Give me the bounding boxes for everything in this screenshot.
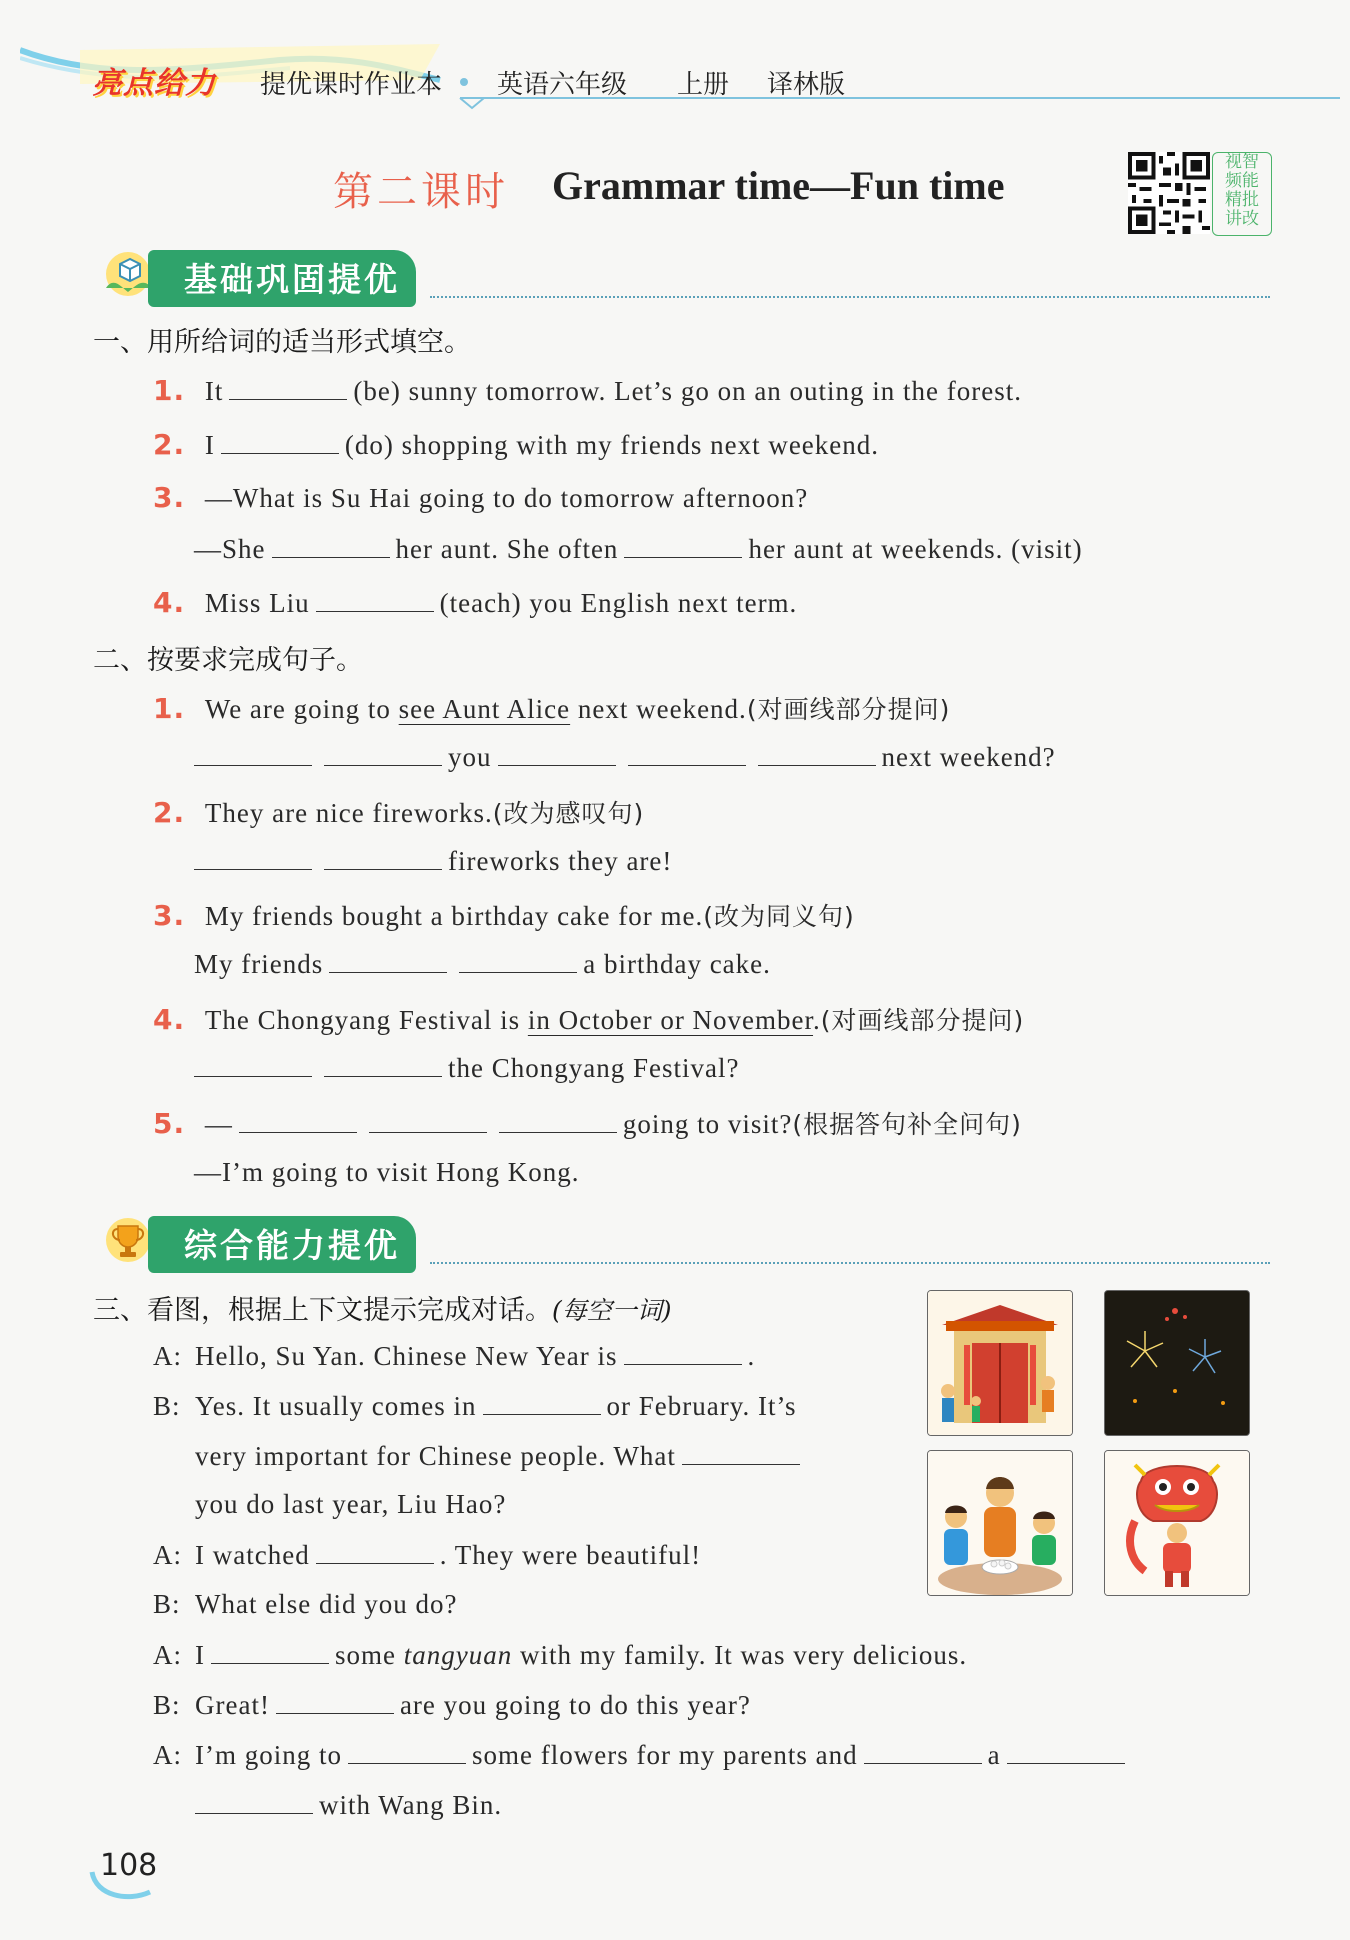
item-number: 2.: [153, 796, 186, 829]
part1-item-2: [153, 428, 879, 461]
answer-blank[interactable]: [324, 845, 442, 870]
lesson-title-cn: 第二课时: [333, 169, 509, 215]
hint-text: (对画线部分提问): [820, 1006, 1025, 1035]
item-text: some: [335, 1640, 396, 1670]
item-text: next weekend?: [881, 742, 1056, 772]
item-text: Hello, Su Yan. Chinese New Year is: [195, 1341, 618, 1371]
dialog-line: [153, 1340, 755, 1372]
item-number: 5.: [153, 1107, 186, 1140]
picture-fireworks: [1104, 1290, 1250, 1436]
answer-blank[interactable]: [624, 1340, 742, 1365]
dialog-line: [153, 1589, 457, 1620]
speaker: A:: [153, 1540, 182, 1570]
underlined-text: see Aunt Alice: [398, 694, 571, 724]
section-divider: [430, 1262, 1270, 1264]
header-dot: [460, 78, 468, 86]
edition: 译林版: [767, 70, 846, 100]
hint-text: (改为感叹句): [492, 799, 645, 828]
item-text: are you going to do this year?: [399, 1690, 751, 1720]
answer-blank[interactable]: [348, 1739, 466, 1764]
part2-q4-answer: [194, 1052, 739, 1084]
item-text: her aunt. She often: [395, 534, 619, 564]
item-text: her aunt at weekends. (visit): [748, 534, 1083, 564]
answer-blank[interactable]: [499, 1108, 617, 1133]
answer-blank[interactable]: [329, 948, 447, 973]
item-text: a birthday cake.: [583, 949, 771, 979]
answer-blank[interactable]: [194, 741, 312, 766]
item-text: (do) shopping with my friends next weekend.: [344, 430, 880, 460]
answer-blank[interactable]: [194, 845, 312, 870]
item-text: with my family. It was very delicious.: [520, 1640, 968, 1670]
picture-family-tangyuan: [927, 1450, 1073, 1596]
part3-heading-note: (每空一词): [552, 1296, 672, 1325]
qr-label-line: 视智: [1225, 152, 1259, 172]
hint-text: (改为同义句): [703, 902, 855, 931]
hint-text: (根据答句补全问句): [792, 1110, 1022, 1139]
answer-blank[interactable]: [1007, 1739, 1125, 1764]
dialog-line: [153, 1689, 751, 1721]
item-text: . They were beautiful!: [439, 1540, 702, 1570]
answer-blank[interactable]: [239, 1108, 357, 1133]
answer-blank[interactable]: [758, 741, 876, 766]
answer-blank[interactable]: [682, 1440, 800, 1465]
part2-q2: [153, 794, 644, 830]
dialog-line: [153, 1539, 701, 1571]
item-text: —What is Su Hai going to do tomorrow afternoon?: [204, 483, 809, 513]
page-number: 108: [100, 1848, 158, 1883]
part1-heading: 一、用所给词的适当形式填空。: [93, 327, 471, 358]
dialog-line: [153, 1739, 1131, 1771]
item-number: 3.: [153, 899, 186, 932]
hint-text: (对画线部分提问): [746, 695, 951, 724]
part2-q5: [153, 1105, 1022, 1141]
item-text: Yes. It usually comes in: [195, 1391, 477, 1421]
item-text: Great!: [195, 1690, 270, 1720]
item-number: 4.: [153, 586, 186, 619]
section-comprehensive: 综合能力提优: [148, 1216, 416, 1273]
speaker: B:: [153, 1690, 181, 1720]
item-number: 1.: [153, 374, 186, 407]
item-text: We are going to: [204, 694, 391, 724]
section-divider: [430, 296, 1270, 298]
speaker: B:: [153, 1391, 181, 1421]
item-text: (teach) you English next term.: [439, 588, 798, 618]
part2-q1-answer: [194, 741, 1056, 773]
part3-heading: [93, 1288, 672, 1327]
item-text: you do last year, Liu Hao?: [195, 1489, 507, 1519]
item-text: —I’m going to visit Hong Kong.: [194, 1157, 580, 1187]
item-text: The Chongyang Festival is: [204, 1005, 521, 1035]
answer-blank[interactable]: [483, 1390, 601, 1415]
picture-door-decoration: [927, 1290, 1073, 1436]
item-text: (be) sunny tomorrow. Let’s go on an outing in the forest.: [353, 376, 1023, 406]
qr-label-line: 讲改: [1225, 209, 1259, 229]
qr-label-line: 频能: [1225, 171, 1259, 191]
underlined-text: in October or November: [527, 1005, 814, 1035]
item-number: 4.: [153, 1003, 186, 1036]
item-text: .: [747, 1341, 756, 1371]
part1-item-3-reply: [194, 533, 1083, 565]
answer-blank[interactable]: [221, 429, 339, 454]
item-text: very important for Chinese people. What: [195, 1441, 676, 1471]
item-text: the Chongyang Festival?: [448, 1053, 740, 1083]
answer-blank[interactable]: [316, 587, 434, 612]
dialog-line: [195, 1440, 806, 1472]
speaker: A:: [153, 1640, 182, 1670]
item-text: some flowers for my parents and: [472, 1740, 858, 1770]
item-text: —: [204, 1109, 233, 1139]
brand-logo: 亮点给力: [92, 66, 216, 101]
item-text: I’m going to: [195, 1740, 342, 1770]
answer-blank[interactable]: [316, 1539, 434, 1564]
qr-label-line: 精批: [1225, 190, 1259, 210]
part2-q4: [153, 1001, 1024, 1037]
item-text: What else did you do?: [195, 1589, 458, 1619]
answer-blank[interactable]: [324, 741, 442, 766]
item-text: a: [987, 1740, 1001, 1770]
answer-blank[interactable]: [324, 1052, 442, 1077]
answer-blank[interactable]: [272, 533, 390, 558]
answer-blank[interactable]: [628, 741, 746, 766]
item-text: I: [195, 1640, 205, 1670]
item-text: I watched: [195, 1540, 310, 1570]
item-text: My friends: [194, 949, 324, 979]
dialog-line: [195, 1789, 502, 1821]
answer-blank[interactable]: [624, 533, 742, 558]
item-text: Miss Liu: [204, 588, 310, 618]
section-basic: 基础巩固提优: [148, 250, 416, 307]
part3-heading-text: 三、看图，根据上下文提示完成对话。: [93, 1295, 552, 1326]
speaker: B:: [153, 1589, 181, 1619]
dialog-line: [195, 1489, 506, 1520]
picture-lion-dance: [1104, 1450, 1250, 1596]
part2-q3: [153, 897, 855, 933]
answer-blank[interactable]: [864, 1739, 982, 1764]
part2-q2-answer: [194, 845, 672, 877]
dialog-line: [153, 1639, 967, 1671]
item-text: It: [204, 376, 224, 406]
part1-item-4: [153, 586, 797, 619]
part1-item-1: [153, 374, 1022, 407]
item-text: you: [448, 742, 492, 772]
book-name: 提优课时作业本: [260, 70, 443, 100]
item-number: 2.: [153, 428, 186, 461]
item-text: next weekend.: [577, 694, 747, 724]
item-text: fireworks they are!: [448, 846, 673, 876]
part2-q5-reply: [194, 1157, 580, 1188]
answer-blank[interactable]: [276, 1689, 394, 1714]
speaker: A:: [153, 1341, 182, 1371]
item-text: I: [204, 430, 215, 460]
item-text: My friends bought a birthday cake for me.: [204, 901, 704, 931]
item-text: with Wang Bin.: [319, 1790, 503, 1820]
answer-blank[interactable]: [229, 375, 347, 400]
subject: 英语六年级: [497, 70, 628, 100]
item-text: or February. It’s: [606, 1391, 797, 1421]
item-number: 1.: [153, 692, 186, 725]
item-text: —She: [194, 534, 266, 564]
answer-blank[interactable]: [369, 1108, 487, 1133]
part1-item-3: [153, 481, 808, 514]
lesson-title-en: Grammar time—Fun time: [552, 163, 1005, 208]
volume: 上册: [677, 70, 730, 100]
answer-blank[interactable]: [498, 741, 616, 766]
item-text: going to visit?: [622, 1109, 793, 1139]
dialog-line: [153, 1390, 796, 1422]
answer-blank[interactable]: [459, 948, 577, 973]
part2-q3-answer: [194, 948, 771, 980]
answer-blank[interactable]: [211, 1639, 329, 1664]
qr-code-icon[interactable]: [1128, 152, 1210, 234]
item-text: They are nice fireworks.: [204, 798, 493, 828]
item-number: 3.: [153, 481, 186, 514]
italic-word: tangyuan: [403, 1640, 513, 1670]
answer-blank[interactable]: [194, 1052, 312, 1077]
part2-q1: [153, 690, 950, 726]
answer-blank[interactable]: [195, 1789, 313, 1814]
item-text: .: [813, 1005, 821, 1035]
speaker: A:: [153, 1740, 182, 1770]
qr-label: [1212, 152, 1272, 236]
part2-heading: 二、按要求完成句子。: [93, 645, 363, 676]
